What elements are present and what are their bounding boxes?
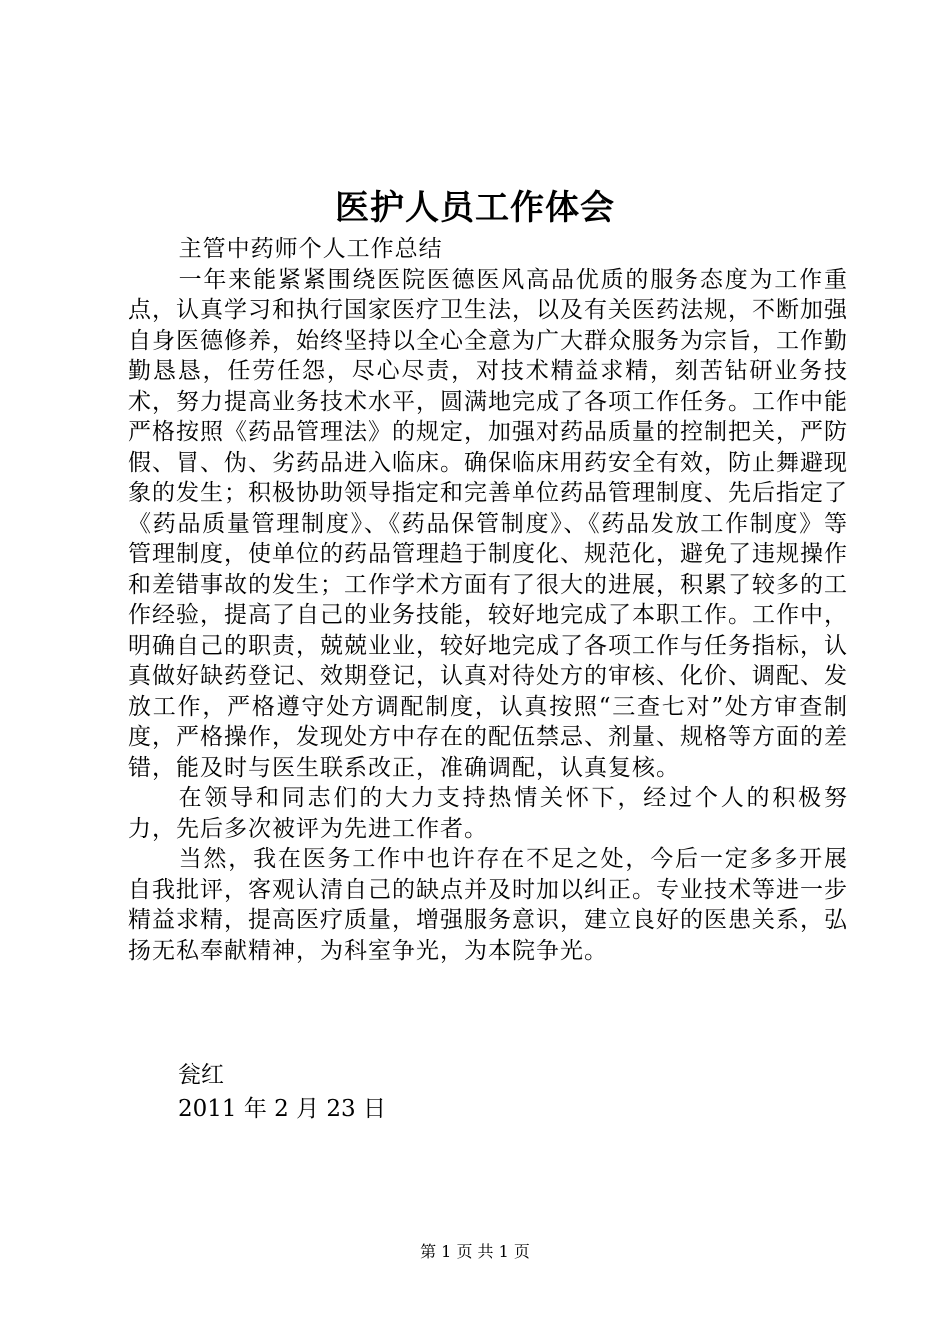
- document-body: [128, 234, 848, 966]
- paragraph-main: 一年来能紧紧围绕医院医德医风高品优质的服务态度为工作重点，认真学习和执行国家医疗卫生法，以及有关医药法规，不断加强自身医德修养，始终坚持以全心全意为广大群众服务为宗旨，工作勤勤恳恳，任劳任怨，尽心尽责，对技术精益求精，刻苦钻研业务技术，努力提高业务技术水平，圆满地完成了各项工作任务。工作中能严格按照《药品管理法》的规定，加强对药品质量的控制把关，严防假、冒、伪、劣药品进入临床。确保临床用药安全有效，防止舞避现象的发生；积极协助领导指定和完善单位药品管理制度、先后指定了《药品质量管理制度》、《药品保管制度》、《药品发放工作制度》等管理制度，使单位的药品管理趋于制度化、规范化，避免了违规操作和差错事故的发生；工作学术方面有了很大的进展，积累了较多的工作经验，提高了自己的业务技能，较好地完成了本职工作。工作中，明确自己的职责，兢兢业业，较好地完成了各项工作与任务指标，认真做好缺药登记、效期登记，认真对待处方的审核、化价、调配、发放工作，严格遵守处方调配制度，认真按照“三查七对”处方审查制度，严格操作，发现处方中存在的配伍禁忌、剂量、规格等方面的差错，能及时与医生联系改正，准确调配，认真复核。: [128, 266, 848, 781]
- signature: 瓮红: [178, 1062, 224, 1088]
- document-date: 2011 年 2 月 23 日: [178, 1096, 386, 1122]
- document-title: 医护人员工作体会: [335, 188, 615, 228]
- paragraph-subtitle: 主管中药师个人工作总结: [178, 236, 443, 262]
- paragraph-conclusion: 当然，我在医务工作中也许存在不足之处，今后一定多多开展自我批评，客观认清自己的缺点并及时加以纠正。专业技术等进一步精益求精，提高医疗质量，增强服务意识，建立良好的医患关系，弘扬无私奉献精神，为科室争光，为本院争光。: [128, 846, 848, 964]
- document-closing: [178, 1058, 386, 1126]
- paragraph-honors: 在领导和同志们的大力支持热情关怀下，经过个人的积极努力，先后多次被评为先进工作者。: [128, 785, 848, 842]
- page-footer: 第 1 页 共 1 页: [420, 1242, 530, 1261]
